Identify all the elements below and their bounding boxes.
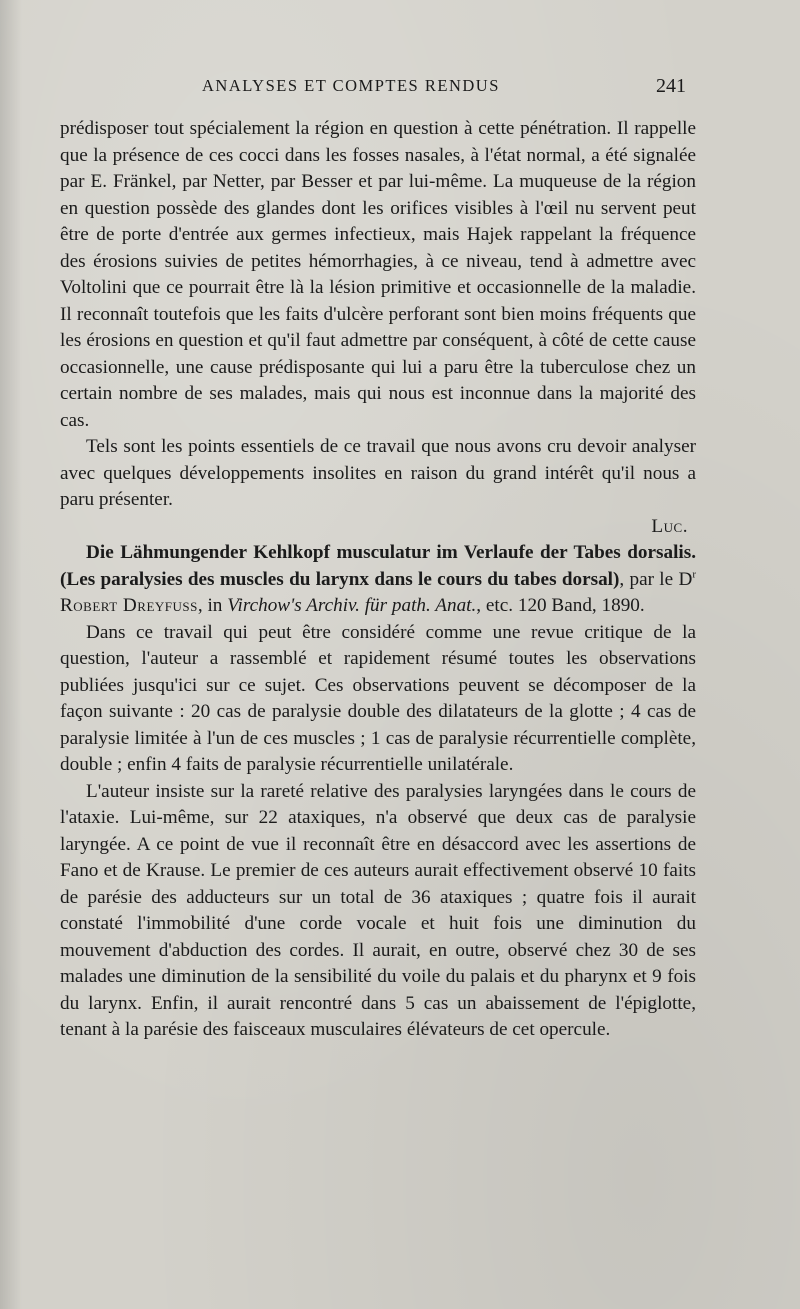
entry-author: Robert Dreyfuss [60,595,198,616]
bibliographic-entry [60,540,696,620]
entry-details: , etc. 120 Band, 1890. [476,595,645,616]
page-header [60,76,696,100]
entry-dr-superscript: r [692,568,696,581]
running-head: ANALYSES ET COMPTES RENDUS [202,76,500,95]
paragraph-discussion: L'auteur insiste sur la rareté relative des paralysies laryngées dans le cours de l'ataxie. Lui-même, sur 22 ataxiques, n'a observé que deux cas de paralysie laryngée. A ce point de vue il reconnaît être en désaccord avec les assertions de Fano et de Krause. Le premier de ces auteurs aurait effectivement observé 10 faits de parésie des adducteurs sur un total de 36 ataxiques ; quatre fois il aurait constaté l'immobilité d'une corde vocale et huit fois une diminution du mouvement d'abduction des cordes. Il aurait, en outre, observé chez 30 de ses malades une diminution de la sensibilité du voile du palais et du pharynx et 9 fois du larynx. Enfin, il aurait rencontré dans 5 cas un abaissement de l'épiglotte, tenant à la parésie des faisceaux musculaires élévateurs de cet opercule. [60,780,696,1040]
entry-in: , in [197,595,228,616]
paragraph-conclusion: Tels sont les points essentiels de ce travail que nous avons cru devoir analyser avec quelques développements insolites en raison du grand intérêt qu'il nous a paru présenter. [60,436,696,510]
paragraph-review: Dans ce travail qui peut être considéré comme une revue critique de la question, l'auteur a rassemblé et rapidement résumé toutes les observations publiées jusqu'ici sur ce sujet. Ces observations peuvent se décomposer de la façon suivante : 20 cas de paralysie double des dilatateurs de la glotte ; 4 cas de paralysie limitée à l'un de ces muscles ; 1 cas de paralysie récurrentielle complète, double ; enfin 4 faits de paralysie récurrentielle unilatérale. [60,621,696,775]
reviewer-signature: Luc. [651,515,688,537]
entry-title: Die Lähmungender Kehlkopf musculatur im Verlaufe der Tabes dorsalis. [86,542,696,563]
entry-title-translation: (Les paralysies des muscles du larynx dans le cours du tabes dorsal) [60,568,620,590]
page-number: 241 [656,75,686,97]
entry-journal: Virchow's Archiv. für path. Anat. [227,595,477,616]
body-text [60,116,696,1044]
paragraph-continued: prédisposer tout spécialement la région en question à cette pénétration. Il rappelle que la présence de ces cocci dans les fosses nasales, à l'état normal, a été signalée par E. Fränkel, par Netter, par Besser et par lui-même. La muqueuse de la région en question possède des glandes dont les orifices visibles à l'œil nu servent peut être de porte d'entrée aux germes infectieux, mais Hajek rappelant la fréquence des érosions suivies de petites hémorrhagies, à ce niveau, tend à admettre avec Voltolini que ce pourrait être là la lésion primitive et occasionnelle de la maladie. Il reconnaît toutefois que les faits d'ulcère perforant sont bien moins fréquents que les érosions en question et qu'il faut admettre par conséquent, à côté de cette cause occasionnelle, une cause prédisposante qui lui a paru être la tuberculose chez un certain nombre de ses malades, mais qui nous est inconnue dans la majorité des cas. [60,118,696,431]
entry-by: , par le D [619,568,693,590]
